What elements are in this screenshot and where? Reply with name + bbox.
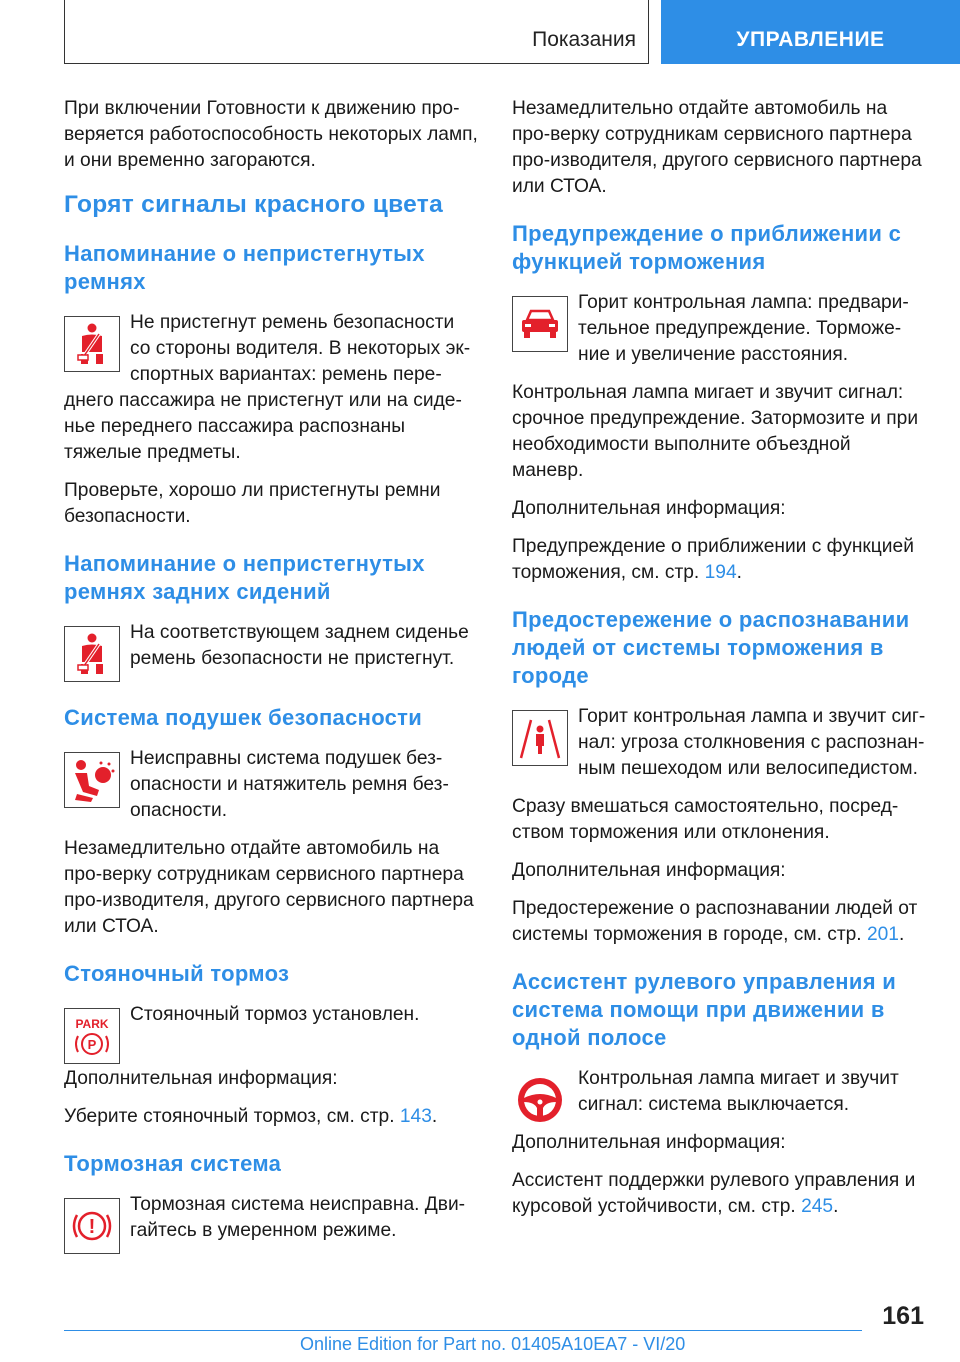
page-link-194[interactable]: 194 [704, 562, 737, 583]
page-link-201[interactable]: 201 [866, 924, 899, 945]
chapter-tab [661, 0, 960, 64]
collision-text-3: Дополнительная информация: [512, 498, 786, 519]
header-section-box [64, 0, 649, 64]
steering-text-2: Дополнительная информация: [512, 1132, 786, 1153]
airbag-text-2: Незамедлительно отдайте автомобиль на про-верку сотрудникам сервисного партнера про-изводителя, другого сервисного партнера или СТОА. [64, 838, 474, 937]
brake-text: Тормозная система неисправна. Дви-гайтесь в умеренном режиме. [130, 1194, 466, 1241]
chapter-title: УПРАВЛЕНИЕ [736, 28, 885, 51]
page-link-143[interactable]: 143 [399, 1106, 432, 1127]
belt-text-1: Не пристегнут ремень безопасности со стороны водителя. В некоторых эк-спортных вариантах: ремень пере-днего пассажира не пристегнут или на сиде-нье переднего пассажира распознаны тяжелые предметы. [64, 312, 471, 463]
parking-text-2: Дополнительная информация: [64, 1068, 338, 1089]
belt-rear-text: На соответствующем заднем сиденье ремень безопасности не пристегнут. [130, 622, 469, 669]
collision-text-4: Предупреждение о приближении с функцией торможения, см. стр. 194. [512, 536, 914, 583]
heading-collision-warning: Предупреждение о приближении с функцией торможения [512, 221, 902, 274]
intro-paragraph: При включении Готовности к движению про-веряется работоспособность некоторых ламп, и они временно загораются. [64, 98, 478, 171]
collision-warning-icon [512, 296, 568, 352]
parking-text-3: Уберите стояночный тормоз, см. стр. 143. [64, 1106, 438, 1127]
steering-wheel-icon [512, 1072, 568, 1128]
heading-belt-rear: Напоминание о непристегнутых ремнях задних сидений [64, 551, 425, 604]
airbag-text-1: Неисправны система подушек без-опасности и натяжитель ремня без-опасности. [130, 748, 449, 821]
collision-text-2: Контрольная лампа мигает и звучит сигнал: срочное предупреждение. Затормозите и при необходимости выполните объездной маневр. [512, 382, 919, 481]
right-column [512, 96, 926, 1232]
parking-text-1: Стояночный тормоз установлен. [130, 1004, 420, 1025]
pedestrian-warning-icon [512, 710, 568, 766]
heading-belt-reminder: Напоминание о непристегнутых ремнях [64, 241, 425, 294]
steering-text-1: Контрольная лампа мигает и звучит сигнал: система выключается. [578, 1068, 899, 1115]
right-intro-paragraph: Незамедлительно отдайте автомобиль на про-верку сотрудникам сервисного партнера про-изводителя, другого сервисного партнера или СТОА. [512, 98, 922, 197]
belt-text-2: Проверьте, хорошо ли пристегнуты ремни безопасности. [64, 480, 441, 527]
heading-pedestrian-warning: Предостережение о распознавании людей от системы торможения в городе [512, 607, 910, 688]
seatbelt-icon [64, 626, 120, 682]
footer-edition: Online Edition for Part no. 01405A10EA7 - VI/20 [300, 1334, 686, 1354]
brake-warning-icon [64, 1198, 120, 1254]
svg-text:!: ! [88, 1216, 96, 1238]
seatbelt-icon [64, 316, 120, 372]
svg-text:P: P [87, 1037, 97, 1052]
footer-divider [64, 1330, 862, 1331]
pedestrian-text-4: Предостережение о распознавании людей от системы торможения в городе, см. стр. 201. [512, 898, 918, 945]
steering-text-3: Ассистент поддержки рулевого управления и курсовой устойчивости, см. стр. 245. [512, 1170, 916, 1217]
svg-text:PARK: PARK [75, 1017, 109, 1031]
airbag-icon [64, 752, 120, 808]
page-number: 161 [882, 1302, 924, 1330]
pedestrian-text-1: Горит контрольная лампа и звучит сиг-нал: угроза столкновения с распознан-ным пешеходом или велосипедистом. [578, 706, 926, 779]
collision-text-1: Горит контрольная лампа: предвари-тельное предупреждение. Торможе-ние и увеличение расстояния. [578, 292, 909, 365]
pedestrian-text-3: Дополнительная информация: [512, 860, 786, 881]
left-column [64, 96, 478, 1256]
pedestrian-text-2: Сразу вмешаться самостоятельно, посред-ством торможения или отклонения. [512, 796, 899, 843]
heading-parking-brake: Стояночный тормоз [64, 961, 290, 986]
page-link-245[interactable]: 245 [801, 1196, 834, 1217]
heading-airbag: Система подушек безопасности [64, 705, 423, 730]
heading-brake-system: Тормозная система [64, 1151, 282, 1176]
section-title: Показания [532, 28, 636, 51]
heading-red-signals: Горят сигналы красного цвета [64, 191, 444, 218]
park-brake-icon [64, 1008, 120, 1064]
heading-steering-assist: Ассистент рулевого управления и система помощи при движении в одной полосе [512, 969, 897, 1050]
